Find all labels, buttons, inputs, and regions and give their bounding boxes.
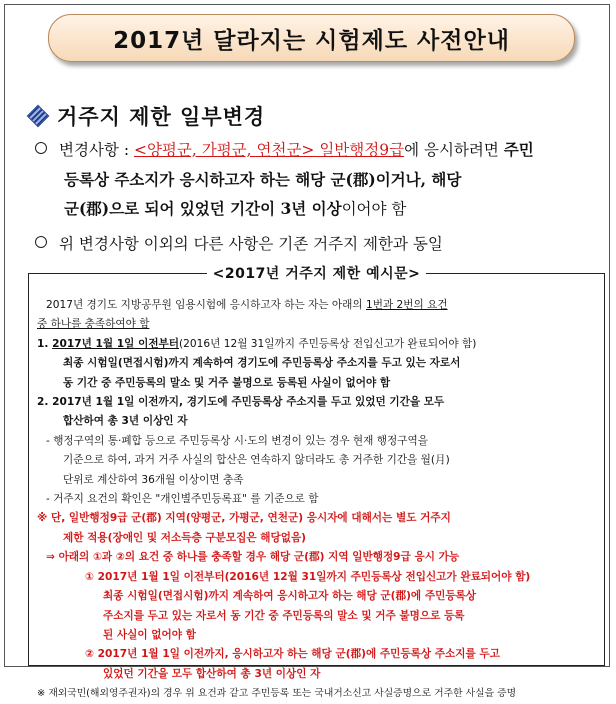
arrow-line: ⇒ 아래의 ①과 ②의 요건 중 하나를 충족할 경우 해당 군(郡) 지역 일반행정9급 응시 가능 bbox=[46, 551, 460, 564]
changes-line1-rest: 에 응시하려면 bbox=[404, 141, 504, 159]
note1-line-3: 단위로 계산하여 36개월 이상이면 충족 bbox=[63, 473, 244, 486]
intro-line-2: 중 하나를 충족하여야 함 bbox=[37, 318, 150, 331]
note1-line-1: - 행정구역의 통·폐합 등으로 주민등록상 시·도의 변경이 있는 경우 현재 행정구역을 bbox=[46, 434, 428, 447]
footnote-line: ※ 재외국민(해외영주권자)의 경우 위 요건과 같고 주민등록 또는 국내거소신고 사실증명으로 거주한 사실을 증명 bbox=[37, 688, 517, 700]
changes-line-2: 등록상 주소지가 응시하고자 하는 해당 군(郡)이거나, 해당 bbox=[64, 170, 462, 189]
item2-line-2: 합산하여 총 3년 이상인 자 bbox=[63, 415, 188, 428]
item1-a: 1. bbox=[37, 337, 53, 350]
example-box bbox=[28, 266, 605, 700]
note1-line-2: 기준으로 하여, 과거 거주 사실의 합산은 연속하지 않더라도 총 거주한 기간을 월(月) bbox=[63, 454, 450, 467]
changes-line3-rest: 이어야 함 bbox=[341, 200, 407, 218]
circle-bullet-icon bbox=[35, 236, 47, 248]
cond1-line-4: 된 사실이 없어야 함 bbox=[103, 628, 196, 641]
intro-b: 1번과 2번의 요건 bbox=[365, 299, 448, 311]
circle-bullet-icon bbox=[35, 142, 47, 154]
cond2-line-2: 있었던 기간을 모두 합산하여 총 3년 이상인 자 bbox=[103, 667, 321, 680]
example-box-title bbox=[29, 263, 604, 283]
intro-line-1 bbox=[37, 296, 598, 315]
item1-line-1 bbox=[37, 335, 598, 354]
changes-line-3 bbox=[35, 194, 595, 224]
changes-line3-bold: 군(郡)으로 되어 있었던 기간이 3년 이상 bbox=[64, 199, 342, 218]
title-banner bbox=[48, 14, 575, 62]
item2-line-1: 2. 2017년 1월 1일 이전까지, 경기도에 주민등록상 주소지를 두고 있었던 기간을 모두 bbox=[37, 396, 445, 409]
changes-highlight: <양평군, 가평군, 연천군> 일반행정9급 bbox=[133, 141, 405, 159]
exception-line-1: ※ 단, 일반행정9급 군(郡) 지역(양평군, 가평군, 연천군) 응시자에 대해서는 별도 거주지 bbox=[37, 512, 451, 525]
cond1-line-3: 주소지를 두고 있는 자로서 동 기간 중 주민등록의 말소 및 거주 불명으로 등록 bbox=[103, 609, 465, 622]
changes-line-1 bbox=[35, 135, 595, 165]
document-frame bbox=[4, 4, 610, 700]
example-box-title-text: <2017년 거주지 제한 예시문> bbox=[207, 266, 427, 282]
exception-line-2: 제한 적용(장애인 및 저소득층 구분모집은 해당없음) bbox=[63, 531, 307, 544]
item1-line-3: 동 기간 중 주민등록의 말소 및 거주 불명으로 등록된 사실이 없어야 함 bbox=[63, 376, 391, 389]
cond1-line-1: ① 2017년 1월 1일 이전부터(2016년 12월 31일까지 주민등록상 전입신고가 완료되어야 함) bbox=[85, 570, 531, 583]
diamond-bullet-icon bbox=[27, 105, 49, 127]
item1-line-2: 최종 시험일(면접시험)까지 계속하여 경기도에 주민등록상 주소지를 두고 있는 자로서 bbox=[63, 357, 461, 370]
changes-label: 변경사항 : bbox=[59, 141, 134, 159]
other-paragraph bbox=[35, 230, 595, 259]
changes-line1-bold: 주민 bbox=[503, 140, 534, 159]
section-heading-text: 거주지 제한 일부변경 bbox=[57, 105, 266, 129]
other-text: 위 변경사항 이외의 다른 사항은 기존 거주지 제한과 동일 bbox=[59, 235, 443, 253]
example-box-body bbox=[37, 296, 598, 704]
section-heading bbox=[27, 101, 265, 131]
page-title: 2017년 달라지는 시험제도 사전안내 bbox=[113, 27, 510, 54]
item1-c: (2016년 12월 31일까지 주민등록상 전입신고가 완료되어야 함) bbox=[179, 337, 477, 350]
intro-a: 2017년 경기도 지방공무원 임용시험에 응시하고자 하는 자는 아래의 bbox=[46, 299, 366, 311]
cond2-line-1: ② 2017년 1월 1일 이전까지, 응시하고자 하는 해당 군(郡)에 주민등록상 주소지를 두고 bbox=[85, 648, 500, 661]
item1-b: 2017년 1월 1일 이전부터 bbox=[52, 337, 180, 350]
note2-line: - 거주지 요건의 확인은 "개인별주민등록표" 를 기준으로 함 bbox=[46, 493, 319, 506]
cond1-line-2: 최종 시험일(면접시험)까지 계속하여 응시하고자 하는 해당 군(郡)에 주민등록상 bbox=[103, 590, 477, 603]
changes-paragraph bbox=[35, 135, 595, 224]
